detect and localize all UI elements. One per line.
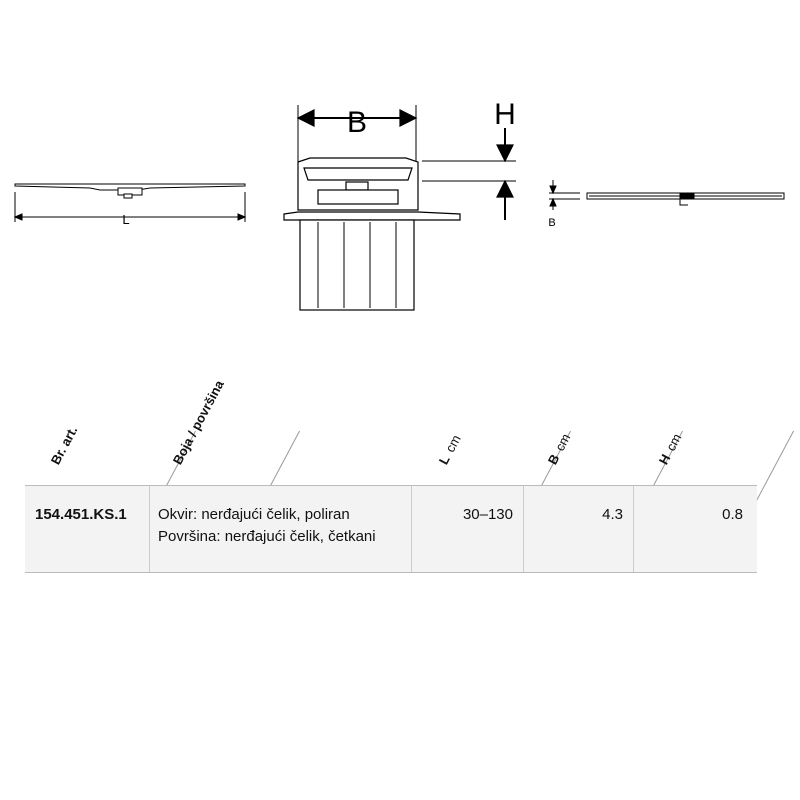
header-L-unit: cm (442, 432, 464, 455)
finish-line-frame: Okvir: nerđajući čelik, poliran (158, 506, 350, 523)
header-B-unit: cm (551, 431, 574, 454)
finish-line-surface: Površina: nerđajući čelik, četkani (158, 528, 376, 545)
top-view-drawing (549, 180, 784, 210)
width-dimension-label: B (346, 106, 368, 139)
height-dimension-label: H (494, 98, 516, 131)
header-finish: Boja / površina (169, 377, 227, 467)
header-H (656, 431, 685, 467)
width-cell: 4.3 (523, 486, 633, 572)
header-H-label: H (655, 451, 674, 467)
header-L-label: L (435, 452, 453, 467)
header-B-label: B (544, 451, 563, 467)
technical-drawings (0, 0, 800, 330)
left-dimension-label: L (122, 212, 130, 227)
side-view-drawing (15, 184, 245, 222)
header-H-unit: cm (662, 431, 685, 454)
height-cell: 0.8 (633, 486, 757, 572)
header-L (436, 432, 464, 467)
header-B (545, 431, 574, 467)
drawings-svg (0, 0, 800, 330)
article-number-cell: 154.451.KS.1 (35, 506, 127, 523)
header-article-number: Br. art. (47, 423, 81, 467)
product-table (25, 350, 757, 572)
table-row (25, 485, 757, 573)
cross-section-drawing (284, 105, 516, 310)
length-cell: 30–130 (411, 486, 523, 572)
right-dimension-label: B (548, 217, 556, 229)
finish-cell (149, 486, 411, 572)
